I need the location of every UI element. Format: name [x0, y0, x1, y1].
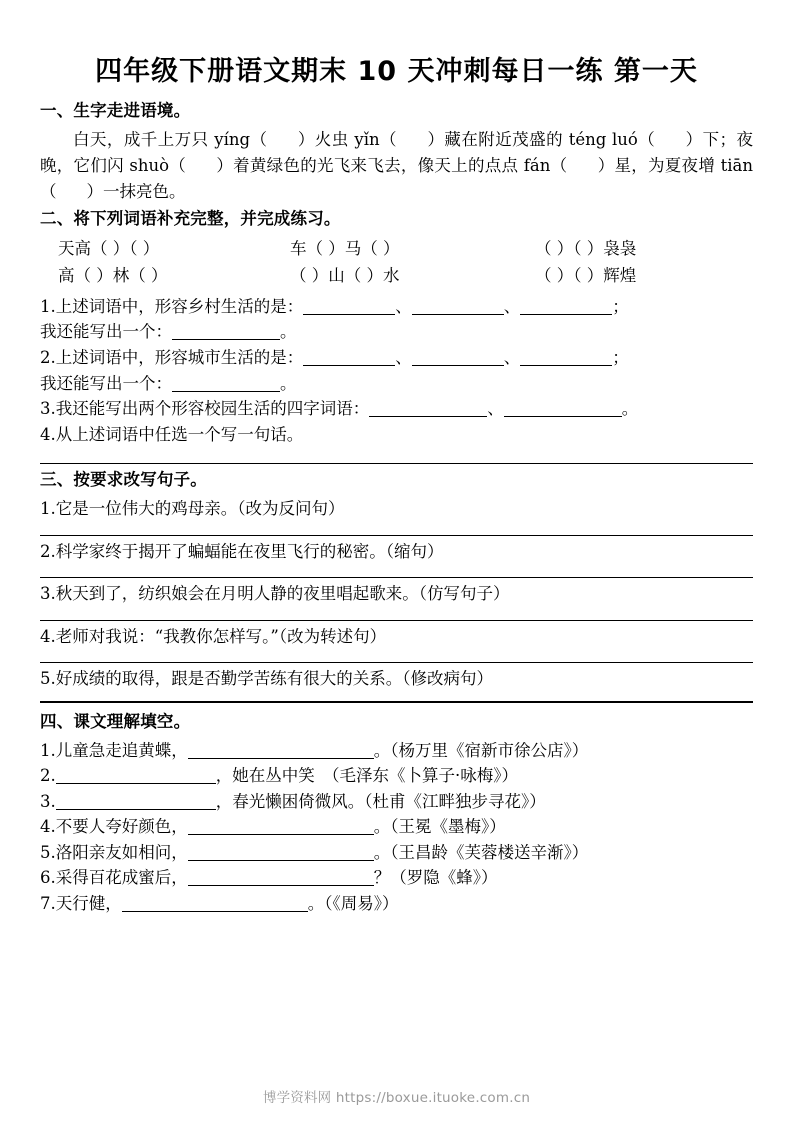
item-number: 3.: [40, 791, 56, 811]
item-number: 1.: [40, 740, 56, 760]
item-number: 7.: [40, 893, 56, 913]
passage-part-4: ）下；夜晚，它们闪 shuò（: [40, 129, 753, 175]
verse-after: 。（杨万里《宿新市徐公店》）: [373, 740, 589, 760]
writing-line[interactable]: [40, 620, 753, 621]
answer-blank[interactable]: [520, 351, 612, 366]
passage-part-5: ）着黄绿色的光飞来飞去，像天上的点点 fán（: [216, 155, 568, 175]
separator: 、: [487, 399, 504, 419]
verse-after: 。（《周易》）: [307, 893, 399, 913]
verse-before: 天行健，: [55, 893, 122, 913]
section-4-item-3: [40, 789, 753, 815]
question-text: 我还能写出一个：: [40, 373, 172, 393]
section-2-question-4: 4.从上述词语中任选一个写一句话。: [40, 424, 304, 444]
answer-blank[interactable]: [188, 871, 374, 886]
section-2-question-1b: [40, 319, 753, 345]
separator: 、: [395, 348, 412, 367]
section-4-item-4: [40, 814, 753, 840]
question-end: ；: [612, 348, 629, 367]
word-cell[interactable]: 高（ ）林（ ）: [58, 266, 168, 286]
section-4-item-5: [40, 840, 753, 866]
item-number: 6.: [40, 868, 56, 888]
section-2-question-2b: [40, 371, 753, 397]
answer-blank[interactable]: [172, 377, 280, 392]
answer-blank[interactable]: [56, 769, 216, 784]
section-2-question-3: [40, 396, 753, 422]
verse-after: 。（王冕《墨梅》）: [373, 817, 506, 837]
writing-line[interactable]: [40, 662, 753, 663]
word-cell[interactable]: （ ）（ ）辉煌: [535, 266, 637, 286]
verse-after: 。（王昌龄《芙蓉楼送辛渐》）: [373, 842, 589, 862]
section-3-item-4: 4.老师对我说：“我教你怎样写。”（改为转述句）: [40, 626, 387, 646]
section-4-item-2: [40, 763, 753, 789]
word-grid-row: [40, 263, 753, 290]
word-cell[interactable]: 天高（ ）（ ）: [58, 239, 160, 259]
answer-blank[interactable]: [303, 300, 395, 315]
verse-after: ，春光懒困倚微风。（杜甫《江畔独步寻花》）: [215, 791, 546, 811]
question-end: 。: [621, 399, 639, 419]
question-text: 3.我还能写出两个形容校园生活的四字词语：: [40, 399, 370, 419]
verse-after: ，她在丛中笑 （毛泽东《卜算子·咏梅》）: [215, 766, 518, 786]
section-4-item-7: [40, 891, 753, 917]
word-completion-grid: [40, 236, 753, 289]
answer-blank[interactable]: [188, 846, 374, 861]
answer-blank[interactable]: [172, 325, 280, 340]
verse-before: 不要人夸好颜色，: [55, 817, 188, 837]
passage-part-2: ）火虫 yǐn（: [297, 129, 398, 149]
section-2-heading: 二、将下列词语补充完整，并完成练习。: [40, 208, 341, 228]
site-watermark: 博学资料网 https://boxue.ituoke.com.cn: [262, 1090, 531, 1106]
word-cell[interactable]: （ ）（ ）袅袅: [535, 239, 637, 259]
section-4-item-1: [40, 738, 753, 764]
verse-before: 儿童急走追黄蝶，: [55, 740, 188, 760]
answer-blank[interactable]: [122, 897, 308, 912]
answer-blank[interactable]: [520, 300, 612, 315]
item-number: 4.: [40, 817, 56, 837]
section-3-item-1: 1.它是一位伟大的鸡母亲。（改为反问句）: [40, 499, 345, 518]
word-cell[interactable]: （ ）山（ ）水: [290, 266, 400, 286]
writing-line[interactable]: [40, 463, 753, 464]
question-text: 我还能写出一个：: [40, 322, 172, 342]
word-cell[interactable]: 车（ ）马（ ）: [290, 239, 400, 259]
section-2-question-1: [40, 294, 753, 320]
verse-before: 采得百花成蜜后，: [55, 868, 188, 888]
writing-line[interactable]: [40, 577, 753, 578]
section-1-heading: 一、生字走进语境。: [40, 100, 191, 120]
item-number: 2.: [40, 766, 56, 786]
answer-blank[interactable]: [412, 351, 504, 366]
answer-blank[interactable]: [56, 795, 216, 810]
section-4-item-6: [40, 865, 753, 891]
section-divider: [40, 701, 753, 703]
question-end: ；: [612, 296, 629, 316]
page-title: 四年级下册语文期末 10 天冲刺每日一练 第一天: [95, 56, 698, 87]
answer-blank[interactable]: [303, 351, 395, 366]
writing-line[interactable]: [40, 535, 753, 536]
separator: 、: [503, 348, 521, 367]
passage-part-1: 白天，成千上万只 yíng（: [73, 129, 268, 149]
separator: 、: [503, 296, 521, 316]
question-end: 。: [280, 322, 297, 342]
section-3-item-5: 5.好成绩的取得，跟是否勤学苦练有很大的关系。（修改病句）: [40, 669, 493, 689]
word-grid-row: [40, 236, 753, 263]
separator: 、: [395, 296, 412, 316]
answer-blank[interactable]: [188, 820, 374, 835]
passage-part-6: ）星，为夏夜增 tiān（: [40, 155, 753, 201]
passage-part-7: ）一抹亮色。: [86, 181, 186, 201]
answer-blank[interactable]: [412, 300, 504, 315]
section-1-passage: [40, 127, 753, 205]
question-text: 2.上述词语中，形容城市生活的是：: [40, 348, 304, 367]
section-3-heading: 三、按要求改写句子。: [40, 470, 207, 490]
verse-after: ？（罗隐《蜂》）: [373, 868, 498, 888]
section-3-item-2: 2.科学家终于揭开了蝙蝠能在夜里飞行的秘密。（缩句）: [40, 541, 444, 561]
question-text: 1.上述词语中，形容乡村生活的是：: [40, 296, 304, 316]
section-3-item-3: 3.秋天到了，纺织娘会在月明人静的夜里唱起歌来。（仿写句子）: [40, 584, 510, 604]
section-2-question-2: [40, 345, 753, 371]
answer-blank[interactable]: [369, 402, 487, 417]
answer-blank[interactable]: [188, 744, 374, 759]
passage-part-3: ）藏在附近茂盛的 téng luó（: [427, 129, 656, 149]
verse-before: 洛阳亲友如相问，: [55, 842, 188, 862]
item-number: 5.: [40, 842, 56, 862]
section-4-heading: 四、课文理解填空。: [40, 711, 191, 731]
question-end: 。: [280, 373, 297, 393]
answer-blank[interactable]: [504, 402, 622, 417]
